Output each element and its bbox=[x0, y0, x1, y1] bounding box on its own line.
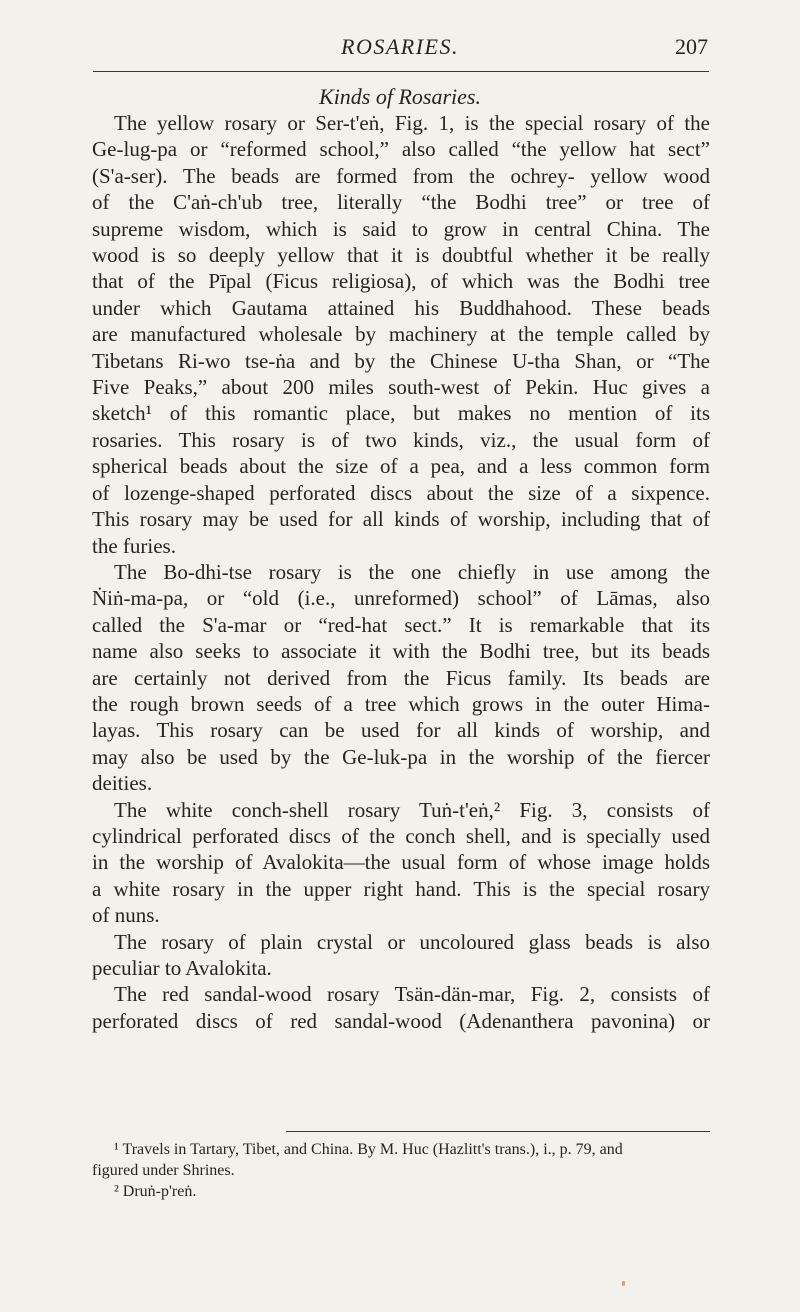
text-line: are manufactured wholesale by machinery at the temple called by bbox=[92, 322, 710, 347]
text-line: of the C'aṅ-ch'ub tree, literally “the Bodhi tree” or tree of bbox=[92, 190, 710, 215]
text-line: in the worship of Avalokita—the usual form of whose image holds bbox=[92, 850, 710, 875]
body-text bbox=[92, 110, 710, 1034]
footnote-line: figured under Shrines. bbox=[92, 1162, 235, 1179]
footnote-line: ¹ Travels in Tartary, Tibet, and China. By M. Huc (Hazlitt's trans.), i., p. 79, and bbox=[114, 1141, 623, 1158]
text-line: perforated discs of red sandal-wood (Adenanthera pavonina) or bbox=[92, 1008, 710, 1033]
paper-speck bbox=[622, 1281, 625, 1286]
header-rule bbox=[93, 71, 709, 72]
section-heading: Kinds of Rosaries. bbox=[319, 84, 481, 109]
text-line: deities. bbox=[92, 771, 153, 796]
text-line: peculiar to Avalokita. bbox=[92, 956, 272, 980]
text-line: Five Peaks,” about 200 miles south-west of Pekin. Huc gives a bbox=[92, 375, 710, 400]
text-line: called the S'a-mar or “red-hat sect.” It is remarkable that its bbox=[92, 612, 710, 637]
text-line: the furies. bbox=[92, 533, 176, 558]
page-number: 207 bbox=[675, 34, 708, 59]
running-head bbox=[0, 34, 800, 64]
footnotes bbox=[92, 1139, 710, 1202]
text-line: Ge-lug-pa or “reformed school,” also called “the yellow hat sect” bbox=[92, 137, 710, 162]
text-line: Ṅiṅ-ma-pa, or “old (i.e., unreformed) school” of Lāmas, also bbox=[92, 586, 710, 611]
text-line: that of the Pīpal (Ficus religiosa), of which was the Bodhi tree bbox=[92, 269, 710, 294]
text-line: layas. This rosary can be used for all kinds of worship, and bbox=[92, 718, 710, 743]
text-line: the rough brown seeds of a tree which grows in the outer Hima- bbox=[92, 691, 710, 716]
text-line: under which Gautama attained his Buddhahood. These beads bbox=[92, 295, 710, 320]
text-line: of nuns. bbox=[92, 903, 160, 928]
text-line: The Bo-dhi-tse rosary is the one chiefly in use among the bbox=[114, 559, 710, 584]
text-line: rosaries. This rosary is of two kinds, viz., the usual form of bbox=[92, 427, 710, 452]
footnote-rule bbox=[286, 1131, 710, 1132]
text-line: The yellow rosary or Ser-t'eṅ, Fig. 1, is the special rosary of the bbox=[114, 111, 710, 135]
text-line: The rosary of plain crystal or uncoloured glass beads is also bbox=[114, 929, 710, 954]
text-line: This rosary may be used for all kinds of worship, including that of bbox=[92, 507, 710, 532]
text-line: name also seeks to associate it with the Bodhi tree, but its beads bbox=[92, 639, 710, 664]
text-line: a white rosary in the upper right hand. This is the special rosary bbox=[92, 876, 710, 901]
text-line: of lozenge-shaped perforated discs about the size of a sixpence. bbox=[92, 480, 710, 505]
text-line: Tibetans Ri-wo tse-ṅa and by the Chinese U-tha Shan, or “The bbox=[92, 348, 710, 373]
text-line: The red sandal-wood rosary Tsän-dän-mar, Fig. 2, consists of bbox=[114, 982, 710, 1007]
text-line: sketch¹ of this romantic place, but makes no mention of its bbox=[92, 401, 710, 426]
text-line: cylindrical perforated discs of the conch shell, and is specially used bbox=[92, 823, 710, 848]
text-line: The white conch-shell rosary Tuṅ-t'eṅ,² Fig. 3, consists of bbox=[114, 797, 710, 822]
text-line: spherical beads about the size of a pea, and a less common form bbox=[92, 454, 710, 479]
text-line: (S'a-ser). The beads are formed from the ochrey- yellow wood bbox=[92, 163, 710, 188]
text-line: wood is so deeply yellow that it is doubtful whether it be really bbox=[92, 243, 710, 268]
footnote-line: ² Druṅ-p'reṅ. bbox=[114, 1183, 197, 1200]
text-line: supreme wisdom, which is said to grow in central China. The bbox=[92, 216, 710, 241]
running-title: ROSARIES. bbox=[341, 34, 459, 59]
text-line: may also be used by the Ge-luk-pa in the worship of the fiercer bbox=[92, 744, 710, 769]
text-line: are certainly not derived from the Ficus family. Its beads are bbox=[92, 665, 710, 690]
